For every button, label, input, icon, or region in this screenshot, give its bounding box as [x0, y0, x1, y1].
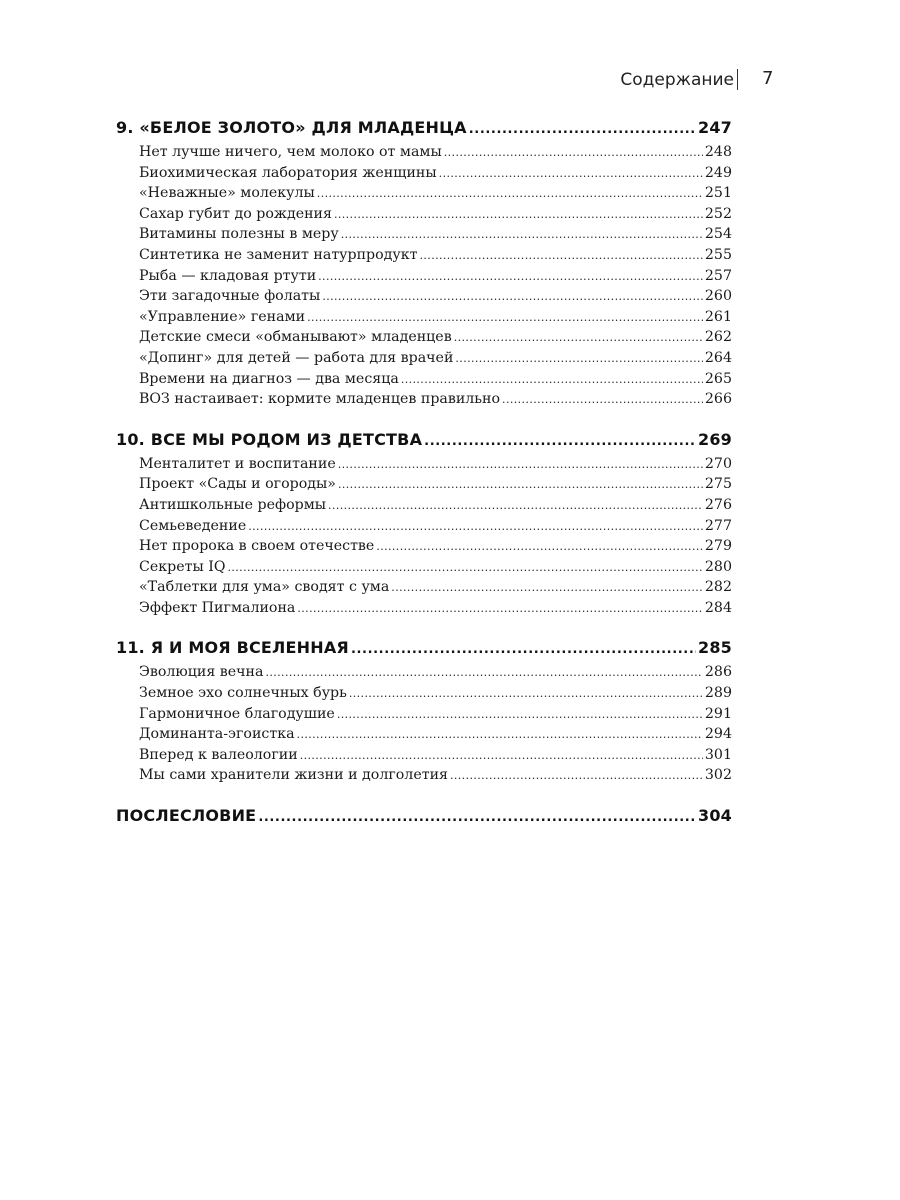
entry-page: 251 — [704, 185, 732, 202]
toc-entry[interactable] — [139, 247, 732, 268]
toc-entry[interactable] — [139, 497, 732, 518]
entry-page: 291 — [704, 705, 732, 722]
entry-title: Биохимическая лаборатория женщины — [139, 164, 437, 181]
chapter-10 — [116, 430, 732, 621]
running-header-section: Содержание — [620, 70, 734, 90]
chapter-number: 11. — [116, 638, 151, 658]
entry-title: Эволюция вечна — [139, 664, 264, 681]
chapter-11 — [116, 638, 732, 788]
entry-page: 279 — [704, 538, 732, 555]
dot-leader — [502, 394, 703, 405]
entry-title: Секреты IQ — [139, 558, 226, 575]
entry-title: Нет пророка в своем отечестве — [139, 538, 375, 555]
chapter-number: 10. — [116, 429, 151, 449]
dot-leader — [341, 229, 703, 240]
dot-leader — [322, 291, 703, 302]
chapter-page: 285 — [698, 638, 732, 658]
dot-leader — [265, 667, 702, 678]
entry-title: Семьеведение — [139, 517, 247, 534]
entry-page: 257 — [704, 267, 732, 284]
toc-entry[interactable] — [139, 538, 732, 559]
dot-leader — [317, 188, 703, 199]
toc-entry[interactable] — [139, 329, 732, 350]
entry-title: Доминанта-эгоистка — [139, 726, 295, 743]
entry-page: 270 — [704, 455, 732, 472]
entry-page: 262 — [704, 329, 732, 346]
entry-page: 255 — [704, 246, 732, 263]
entry-page: 248 — [704, 144, 732, 160]
entry-title: «Управление» генами — [139, 308, 306, 325]
entry-title: «Неважные» молекулы — [139, 185, 315, 202]
toc-entry[interactable] — [139, 206, 732, 227]
entry-page: 301 — [704, 746, 732, 763]
dot-leader — [307, 312, 703, 323]
toc-entry[interactable] — [139, 726, 732, 747]
entry-page: 265 — [704, 370, 732, 387]
chapter-heading[interactable] — [116, 638, 732, 664]
entry-title: Эти загадочные фолаты — [139, 288, 321, 305]
afterword-page: 304 — [698, 806, 732, 826]
afterword-heading[interactable] — [116, 806, 732, 832]
toc-entry[interactable] — [139, 518, 732, 539]
toc-entry[interactable] — [139, 706, 732, 727]
entry-page: 284 — [704, 599, 732, 616]
toc-entry[interactable] — [139, 350, 732, 371]
entry-title: Земное эхо солнечных бурь — [139, 685, 347, 702]
toc-entry[interactable] — [139, 747, 732, 768]
entry-title: Синтетика не заменит натурпродукт — [139, 246, 418, 263]
toc-entry[interactable] — [139, 579, 732, 600]
entry-title: Проект «Сады и огороды» — [139, 476, 336, 493]
entry-page: 249 — [704, 164, 732, 181]
entry-page: 294 — [704, 726, 732, 743]
entry-title: Вперед к валеологии — [139, 746, 298, 763]
entry-title: Витамины полезны в меру — [139, 226, 339, 243]
entry-title: Нет лучше ничего, чем молоко от мамы — [139, 144, 442, 160]
entry-title: ВОЗ настаивает: кормите младенцев правильно — [139, 391, 501, 408]
toc-entry[interactable] — [139, 476, 732, 497]
entry-title: Антишкольные реформы — [139, 496, 327, 513]
toc-entry[interactable] — [139, 664, 732, 685]
toc-entry[interactable] — [139, 391, 732, 412]
dot-leader — [300, 750, 703, 761]
dot-leader — [337, 709, 703, 720]
chapter-heading[interactable] — [116, 430, 732, 456]
chapter-page: 269 — [698, 429, 732, 449]
chapter-title: Я И МОЯ ВСЕЛЕННАЯ — [150, 638, 349, 658]
dot-leader — [376, 541, 703, 552]
entry-page: 275 — [704, 476, 732, 493]
entry-page: 252 — [704, 205, 732, 222]
entry-page: 266 — [704, 391, 732, 408]
toc-entry[interactable] — [139, 559, 732, 580]
dot-leader — [328, 500, 703, 511]
dot-leader — [391, 582, 703, 593]
dot-leader — [469, 123, 696, 136]
chapter-page: 247 — [698, 118, 732, 137]
entry-page: 276 — [704, 496, 732, 513]
dot-leader — [297, 729, 703, 740]
entry-title: Сахар губит до рождения — [139, 205, 332, 222]
entry-title: «Таблетки для ума» сводят с ума — [139, 579, 390, 596]
entry-title: «Допинг» для детей — работа для врачей — [139, 349, 454, 366]
afterword-title: ПОСЛЕСЛОВИЕ — [116, 806, 257, 826]
chapter-title: «БЕЛОЕ ЗОЛОТО» ДЛЯ МЛАДЕНЦА — [139, 118, 467, 137]
dot-leader — [349, 688, 703, 699]
dot-leader — [444, 147, 703, 158]
entry-title: Менталитет и воспитание — [139, 455, 336, 472]
entry-page: 264 — [704, 349, 732, 366]
entry-page: 254 — [704, 226, 732, 243]
toc-entry[interactable] — [139, 600, 732, 621]
dot-leader — [450, 770, 703, 781]
dot-leader — [334, 209, 703, 220]
entry-page: 282 — [704, 579, 732, 596]
toc-entry[interactable] — [139, 226, 732, 247]
entry-title: Эффект Пигмалиона — [139, 599, 296, 616]
entry-title: Времени на диагноз — два месяца — [139, 370, 399, 387]
dot-leader — [258, 811, 696, 824]
toc-entry[interactable] — [139, 685, 732, 706]
chapter-heading[interactable] — [116, 118, 732, 144]
dot-leader — [338, 459, 703, 470]
chapter-title: ВСЕ МЫ РОДОМ ИЗ ДЕТСТВА — [150, 429, 423, 449]
toc-entry[interactable] — [139, 144, 732, 165]
dot-leader — [318, 271, 703, 282]
entry-page: 277 — [704, 517, 732, 534]
entry-title: Рыба — кладовая ртути — [139, 267, 317, 284]
dot-leader — [297, 603, 703, 614]
entry-page: 260 — [704, 288, 732, 305]
running-header-divider — [737, 69, 738, 90]
dot-leader — [455, 353, 703, 364]
toc-entry[interactable] — [139, 456, 732, 477]
dot-leader — [424, 435, 696, 448]
toc-entry[interactable] — [139, 371, 732, 392]
entry-page: 261 — [704, 308, 732, 325]
toc-entry[interactable] — [139, 185, 732, 206]
dot-leader — [351, 643, 696, 656]
dot-leader — [439, 168, 703, 179]
entry-title: Мы сами хранители жизни и долголетия — [139, 767, 448, 784]
toc-entry[interactable] — [139, 309, 732, 330]
dot-leader — [420, 250, 703, 261]
entry-page: 302 — [704, 767, 732, 784]
dot-leader — [401, 374, 703, 385]
chapter-9 — [116, 118, 732, 412]
entry-title: Детские смеси «обманывают» младенцев — [139, 329, 452, 346]
entry-title: Гармоничное благодушие — [139, 705, 335, 722]
dot-leader — [227, 562, 702, 573]
afterword — [116, 806, 732, 832]
toc-entry[interactable] — [139, 767, 732, 788]
running-header — [600, 66, 800, 96]
running-header-page-number: 7 — [762, 68, 774, 89]
toc-entry[interactable] — [139, 268, 732, 289]
toc-entry[interactable] — [139, 165, 732, 186]
table-of-contents — [116, 118, 732, 850]
dot-leader — [454, 332, 703, 343]
toc-entry[interactable] — [139, 288, 732, 309]
entry-page: 286 — [704, 664, 732, 681]
entry-page: 289 — [704, 685, 732, 702]
dot-leader — [248, 521, 703, 532]
chapter-number: 9. — [116, 118, 140, 137]
entry-page: 280 — [704, 558, 732, 575]
dot-leader — [338, 479, 703, 490]
